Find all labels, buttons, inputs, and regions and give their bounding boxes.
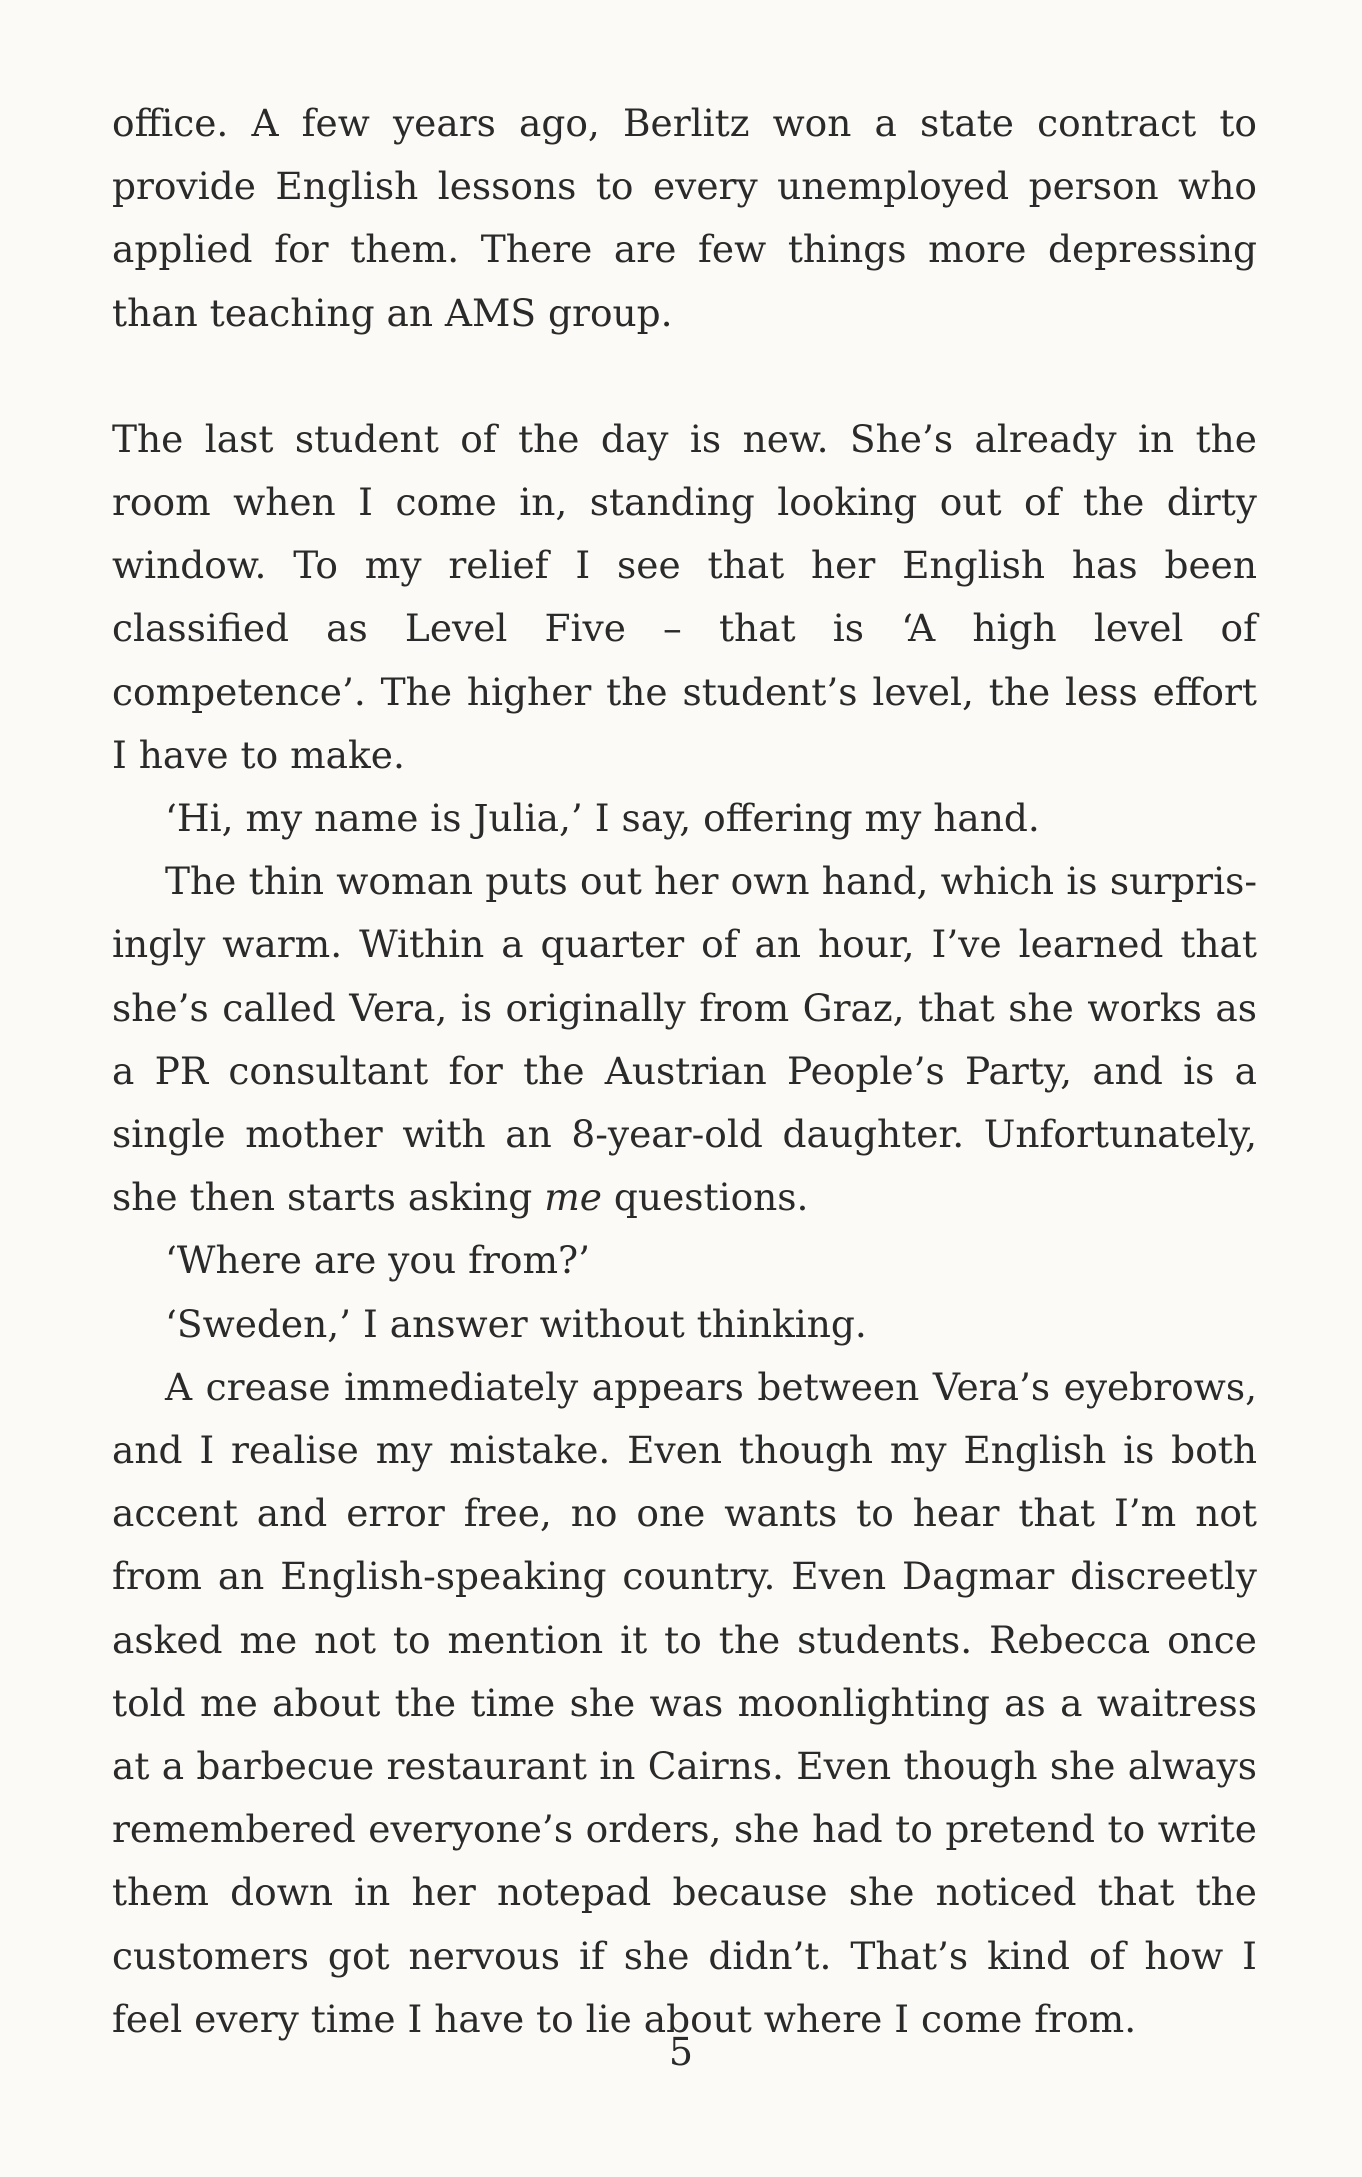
- paragraph-dialogue-julia: [112, 787, 1257, 850]
- paragraph-text-tail: questions.: [602, 1175, 809, 1220]
- paragraph-dialogue-question: [112, 1229, 1257, 1292]
- paragraph-text: A crease immediately appears between Vera’s eyebrows, and I realise my mistake. Even though my English is both accent and error free, no one wants to hear that I’m not from an English-speaking country. Even Dagmar discreetly asked me not to mention it to the students. Rebecca once told me about the time she was moonlighting as a waitress at a barbecue restaurant in Cairns. Even though she always remembered everyone’s orders, she had to pretend to write them down in her notepad because she noticed that the customers got nervous if she didn’t. That’s kind of how I feel every time I have to lie about where I come from.: [112, 1364, 1257, 2041]
- paragraph-new-student: [112, 408, 1257, 787]
- paragraph-text: ‘Where are you from?’: [165, 1238, 591, 1283]
- paragraph-dialogue-answer: [112, 1293, 1257, 1356]
- paragraph-continued: [112, 92, 1257, 345]
- paragraph-text: ‘Hi, my name is Julia,’ I say, offering my hand.: [165, 796, 1040, 841]
- paragraph-text: office. A few years ago, Berlitz won a state contract to provide English lessons to every unemployed person who applied for them. There are few things more depressing than teaching an AMS group.: [112, 101, 1257, 335]
- paragraph-vera-intro: [112, 850, 1257, 1229]
- paragraph-text: ‘Sweden,’ I answer without thinking.: [165, 1301, 867, 1346]
- paragraph-mistake: [112, 1356, 1257, 2051]
- book-page-text: [112, 92, 1257, 2051]
- paragraph-text: The last student of the day is new. She’s already in the room when I come in, standing looking out of the dirty window. To my relief I see that her English has been classified as Level Five – that is ‘A high level of competence’. The higher the student’s level, the less effort I have to make.: [112, 416, 1257, 777]
- emphasized-word: me: [544, 1175, 602, 1220]
- page-number: 5: [668, 2030, 694, 2074]
- paragraph-text: The thin woman puts out her own hand, which is surprisingly warm. Within a quarter of an hour, I’ve learned that she’s called Vera, is originally from Graz, that she works as a PR consultant for the Austrian People’s Party, and is a single mother with an 8-year-old daughter. Unfortunately, she then starts asking: [112, 859, 1257, 1220]
